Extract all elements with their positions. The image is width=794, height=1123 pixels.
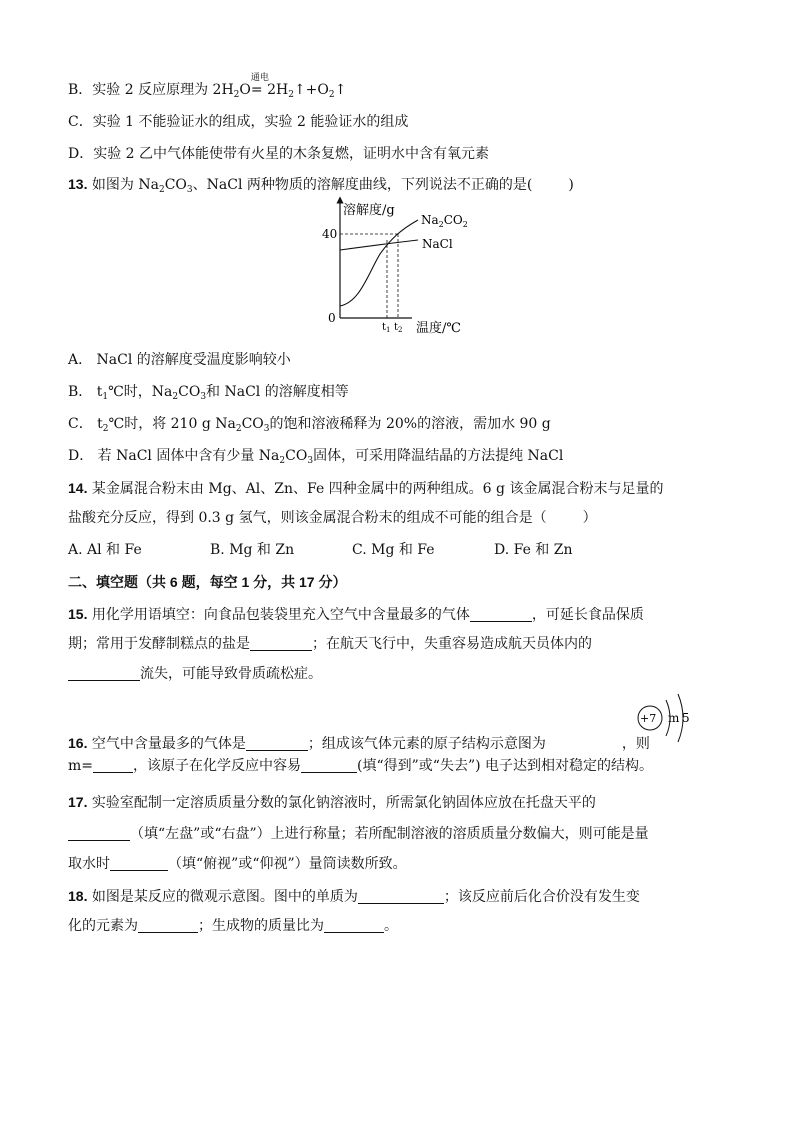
q17-line1: 17. 实验室配制一定溶质质量分数的氯化钠溶液时，所需氯化钠固体应放在托盘天平的 bbox=[68, 794, 596, 811]
q12-option-c: C．实验 1 不能验证水的组成，实验 2 能验证水的组成 bbox=[68, 114, 409, 130]
answer-blank[interactable] bbox=[68, 666, 140, 681]
legend-nacl: NaCl bbox=[422, 237, 453, 251]
q18-line2: 化的元素为 ；生成物的质量比为 。 bbox=[68, 918, 398, 934]
q12-option-d: D．实验 2 乙中气体能使带有火星的木条复燃，证明水中含有氧元素 bbox=[68, 146, 490, 162]
shell-electrons-m: m bbox=[668, 711, 680, 725]
answer-blank[interactable] bbox=[68, 826, 130, 841]
answer-blank[interactable] bbox=[324, 918, 384, 933]
q14-option-c: C. Mg 和 Fe bbox=[352, 542, 435, 558]
legend-na2co3: $Na_2CO_2$ bbox=[421, 213, 468, 229]
q12-option-b: B．实验 2 反应原理为 $2H_2O$ 通电 = $2H_2↑+O_2↑$ bbox=[68, 80, 346, 100]
shell-electrons-5: 5 bbox=[682, 711, 690, 725]
origin-label: 0 bbox=[328, 311, 336, 325]
solubility-chart bbox=[320, 196, 490, 340]
q13-stem: 13. 如图为 $Na_2CO_3$、NaCl 两种物质的溶解度曲线，下列说法不正确的是( ) bbox=[68, 176, 574, 195]
q16-line2: m= ，该原子在化学反应中容易 (填“得到”或“失去”) 电子达到相对稳定的结构。 bbox=[68, 758, 654, 774]
q14-option-b: B. Mg 和 Zn bbox=[210, 542, 295, 558]
q13-option-c: C． $t_2℃$时，将 210 g $Na_2CO_3$的饱和溶液稀释为 20%的溶液，需加水 90 g bbox=[68, 416, 551, 434]
answer-blank[interactable] bbox=[246, 736, 308, 751]
answer-blank[interactable] bbox=[301, 758, 357, 773]
answer-blank[interactable] bbox=[93, 758, 133, 773]
y-tick-40: 40 bbox=[322, 227, 338, 241]
x-tick-t1: $t_1$ bbox=[382, 322, 391, 334]
answer-blank[interactable] bbox=[110, 856, 168, 871]
q14-option-a: A. Al 和 Fe bbox=[68, 542, 142, 558]
q17-line2: （填“左盘”或“右盘”）上进行称量；若所配制溶液的溶质质量分数偏大，则可能是量 bbox=[68, 824, 649, 844]
condition-label: 通电 bbox=[250, 73, 269, 83]
q15-line1: 15. 用化学用语填空：向食品包装袋里充入空气中含量最多的气体 ，可延长食品保质 bbox=[68, 606, 644, 623]
answer-blank[interactable] bbox=[470, 607, 532, 622]
q15-line3: 流失，可能导致骨质疏松症。 bbox=[68, 664, 322, 684]
q16-line1: 16. 空气中含量最多的气体是 ；组成该气体元素的原子结构示意图为 ，则 bbox=[68, 735, 650, 752]
series-nacl-curve bbox=[340, 240, 418, 250]
q15-line2: 期；常用于发酵制糕点的盐是 ；在航天飞行中，失重容易造成航天员体内的 bbox=[68, 636, 592, 652]
nucleus-charge: +7 bbox=[640, 712, 657, 725]
answer-blank[interactable] bbox=[358, 889, 444, 904]
q14-stem-line1: 14. 某金属混合粉末由 Mg、Al、Zn、Fe 四种金属中的两种组成。6 g 该金属混合粉末与足量的 bbox=[68, 480, 664, 497]
q18-line1: 18. 如图是某反应的微观示意图。图中的单质为 ；该反应前后化合价没有发生变 bbox=[68, 888, 640, 905]
answer-blank[interactable] bbox=[250, 636, 312, 651]
x-axis-label: 温度/℃ bbox=[416, 321, 461, 336]
q13-option-d: D． 若 NaCl 固体中含有少量 $Na_2CO_3$固体，可采用降温结晶的方法提纯 NaCl bbox=[68, 448, 564, 466]
answer-blank[interactable] bbox=[138, 918, 198, 933]
x-tick-t2: $t_2$ bbox=[394, 322, 403, 334]
q14-options bbox=[68, 540, 636, 560]
q13-option-a: A． NaCl 的溶解度受温度影响较小 bbox=[68, 352, 291, 368]
q13-option-b: B． $t_1℃$时，$Na_2CO_3$和 NaCl 的溶解度相等 bbox=[68, 384, 349, 402]
section-heading: 二、填空题（共 6 题，每空 1 分，共 17 分） bbox=[68, 574, 347, 590]
y-axis-label: 溶解度/g bbox=[343, 203, 395, 218]
q14-stem-line2: 盐酸充分反应，得到 0.3 g 氢气，则该金属混合粉末的组成不可能的组合是（ ） bbox=[68, 510, 597, 526]
q14-option-d: D. Fe 和 Zn bbox=[494, 542, 573, 558]
q17-line3: 取水时 （填“俯视”或“仰视”）量筒读数所致。 bbox=[68, 856, 407, 872]
series-na2co3-curve bbox=[340, 220, 418, 306]
